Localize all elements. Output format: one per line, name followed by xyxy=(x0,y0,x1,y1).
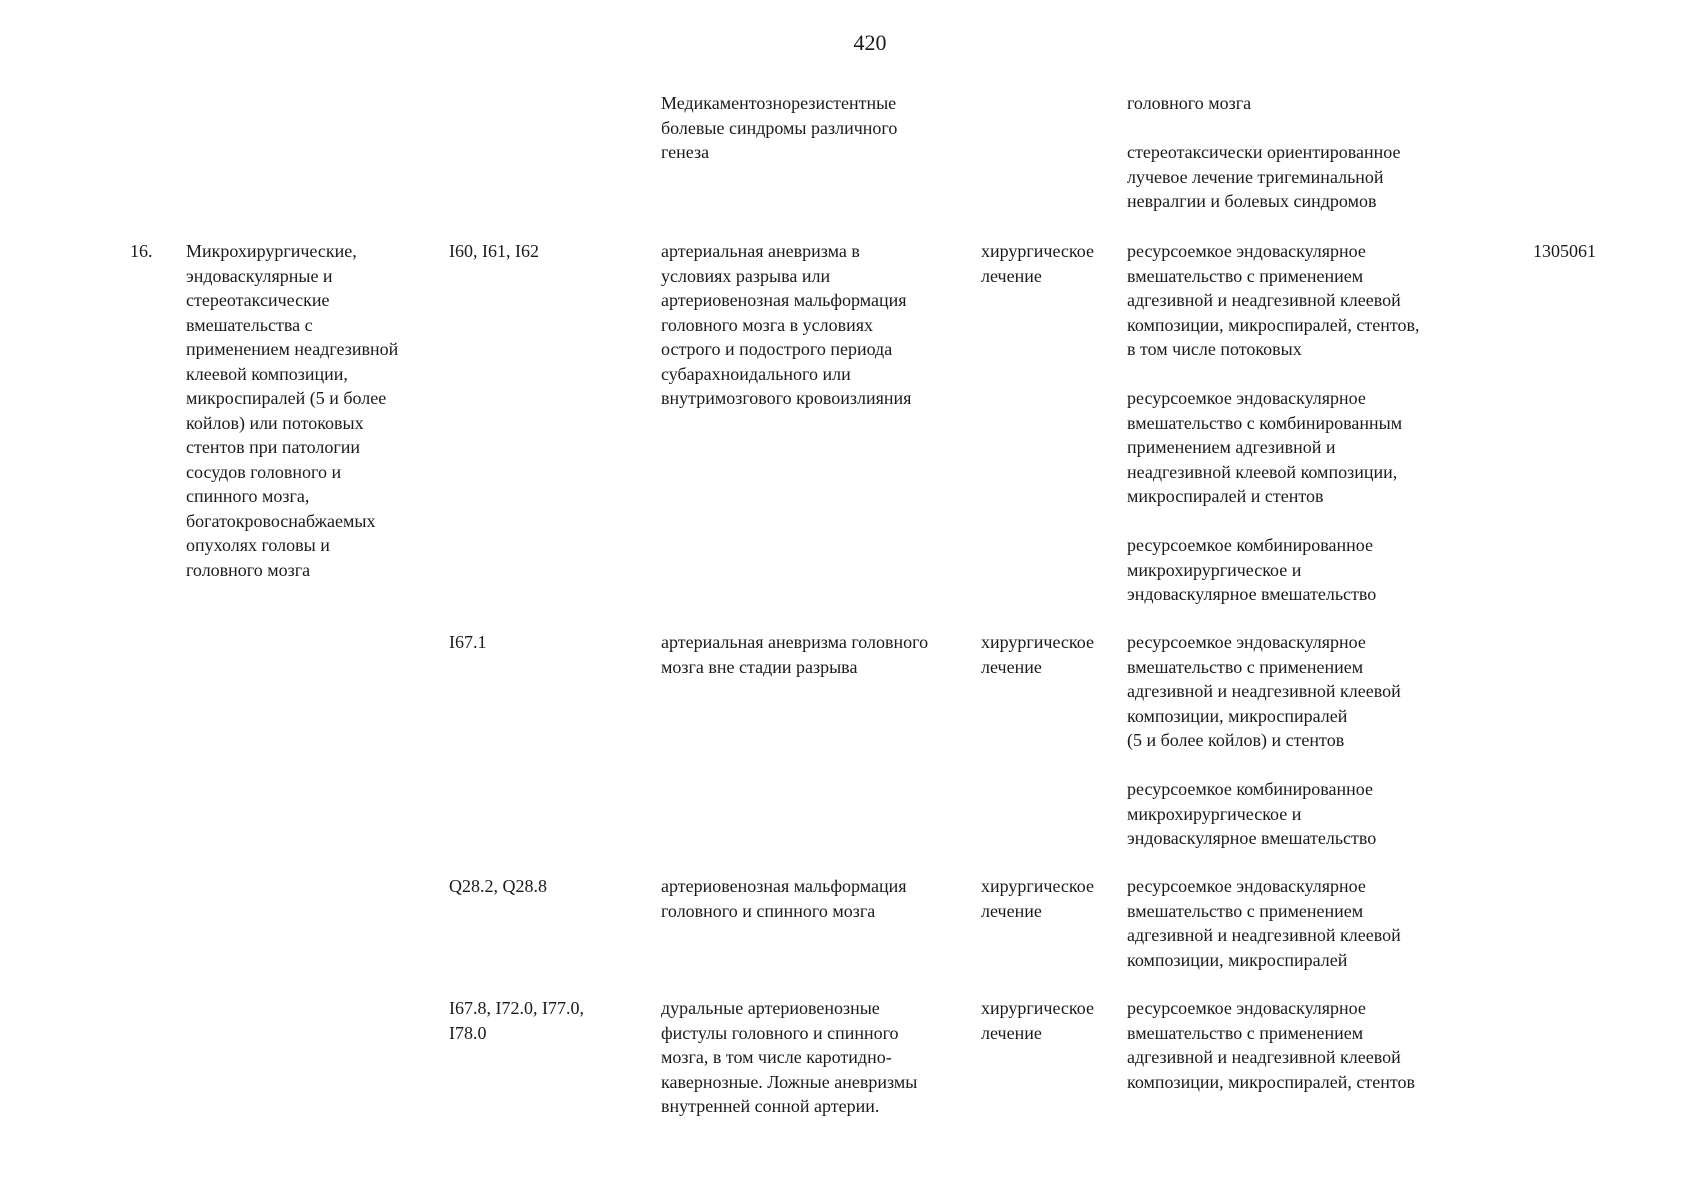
icd-codes-cell: I67.8, I72.0, I77.0, I78.0 xyxy=(449,998,584,1043)
icd-codes-cell: Q28.2, Q28.8 xyxy=(449,876,547,896)
treatment-method-cell: ресурсоемкое комбинированное микрохирургическое и эндоваскулярное вмешательство xyxy=(1127,779,1377,848)
page-number: 420 xyxy=(853,30,887,55)
treatment-method-cell: ресурсоемкое эндоваскулярное вмешательство с применением адгезивной и неадгезивной клеевой композиции, микроспиралей xyxy=(1127,876,1401,970)
patient-model-cell: артериовенозная мальформация головного и спинного мозга xyxy=(661,876,907,921)
treatment-type-cell: хирургическое лечение xyxy=(981,632,1094,677)
continuation-method-cell: стереотаксически ориентированное лучевое лечение тригеминальной невралгии и болевых синдромов xyxy=(1127,142,1401,211)
cost-cell: 1305061 xyxy=(1533,241,1596,261)
continuation-model-cell: Медикаментознорезистентные болевые синдромы различного генеза xyxy=(661,93,898,162)
patient-model-cell: дуральные артериовенозные фистулы головного и спинного мозга, в том числе каротидно- кавернозные. Ложные аневризмы внутренней сонной артерии. xyxy=(661,998,918,1116)
treatment-method-cell: ресурсоемкое эндоваскулярное вмешательство с применением адгезивной и неадгезивной клеевой композиции, микроспиралей, стентов, в том числе потоковых xyxy=(1127,241,1420,359)
icd-codes-cell: I67.1 xyxy=(449,632,487,652)
treatment-method-cell: ресурсоемкое комбинированное микрохирургическое и эндоваскулярное вмешательство xyxy=(1127,535,1377,604)
treatment-type-cell: хирургическое лечение xyxy=(981,998,1094,1043)
continuation-method-cell: головного мозга xyxy=(1127,93,1252,113)
treatment-type-cell: хирургическое лечение xyxy=(981,241,1094,286)
patient-model-cell: артериальная аневризма в условиях разрыва или артериовенозная мальформация головного мозга в условиях острого и подострого периода субарахноидального или внутримозгового кровоизлияния xyxy=(661,241,912,408)
treatment-type-cell: хирургическое лечение xyxy=(981,876,1094,921)
treatment-method-cell: ресурсоемкое эндоваскулярное вмешательство с комбинированным применением адгезивной и неадгезивной клеевой композиции, микроспиралей и стентов xyxy=(1127,388,1403,506)
patient-model-cell: артериальная аневризма головного мозга вне стадии разрыва xyxy=(661,632,929,677)
treatment-method-cell: ресурсоемкое эндоваскулярное вмешательство с применением адгезивной и неадгезивной клеевой композиции, микроспиралей, стентов xyxy=(1127,998,1415,1092)
group-name-cell: Микрохирургические, эндоваскулярные и стереотаксические вмешательства с применением неадгезивной клеевой композиции, микроспиралей (5 и более койлов) или потоковых стентов при патологии сосудов головного и спинного мозга, богатокровоснабжаемых опухолях головы и головного мозга xyxy=(186,241,399,580)
row-number-cell: 16. xyxy=(130,241,153,261)
icd-codes-cell: I60, I61, I62 xyxy=(449,241,539,261)
treatment-method-cell: ресурсоемкое эндоваскулярное вмешательство с применением адгезивной и неадгезивной клеевой композиции, микроспиралей (5 и более койлов) и стентов xyxy=(1127,632,1401,750)
